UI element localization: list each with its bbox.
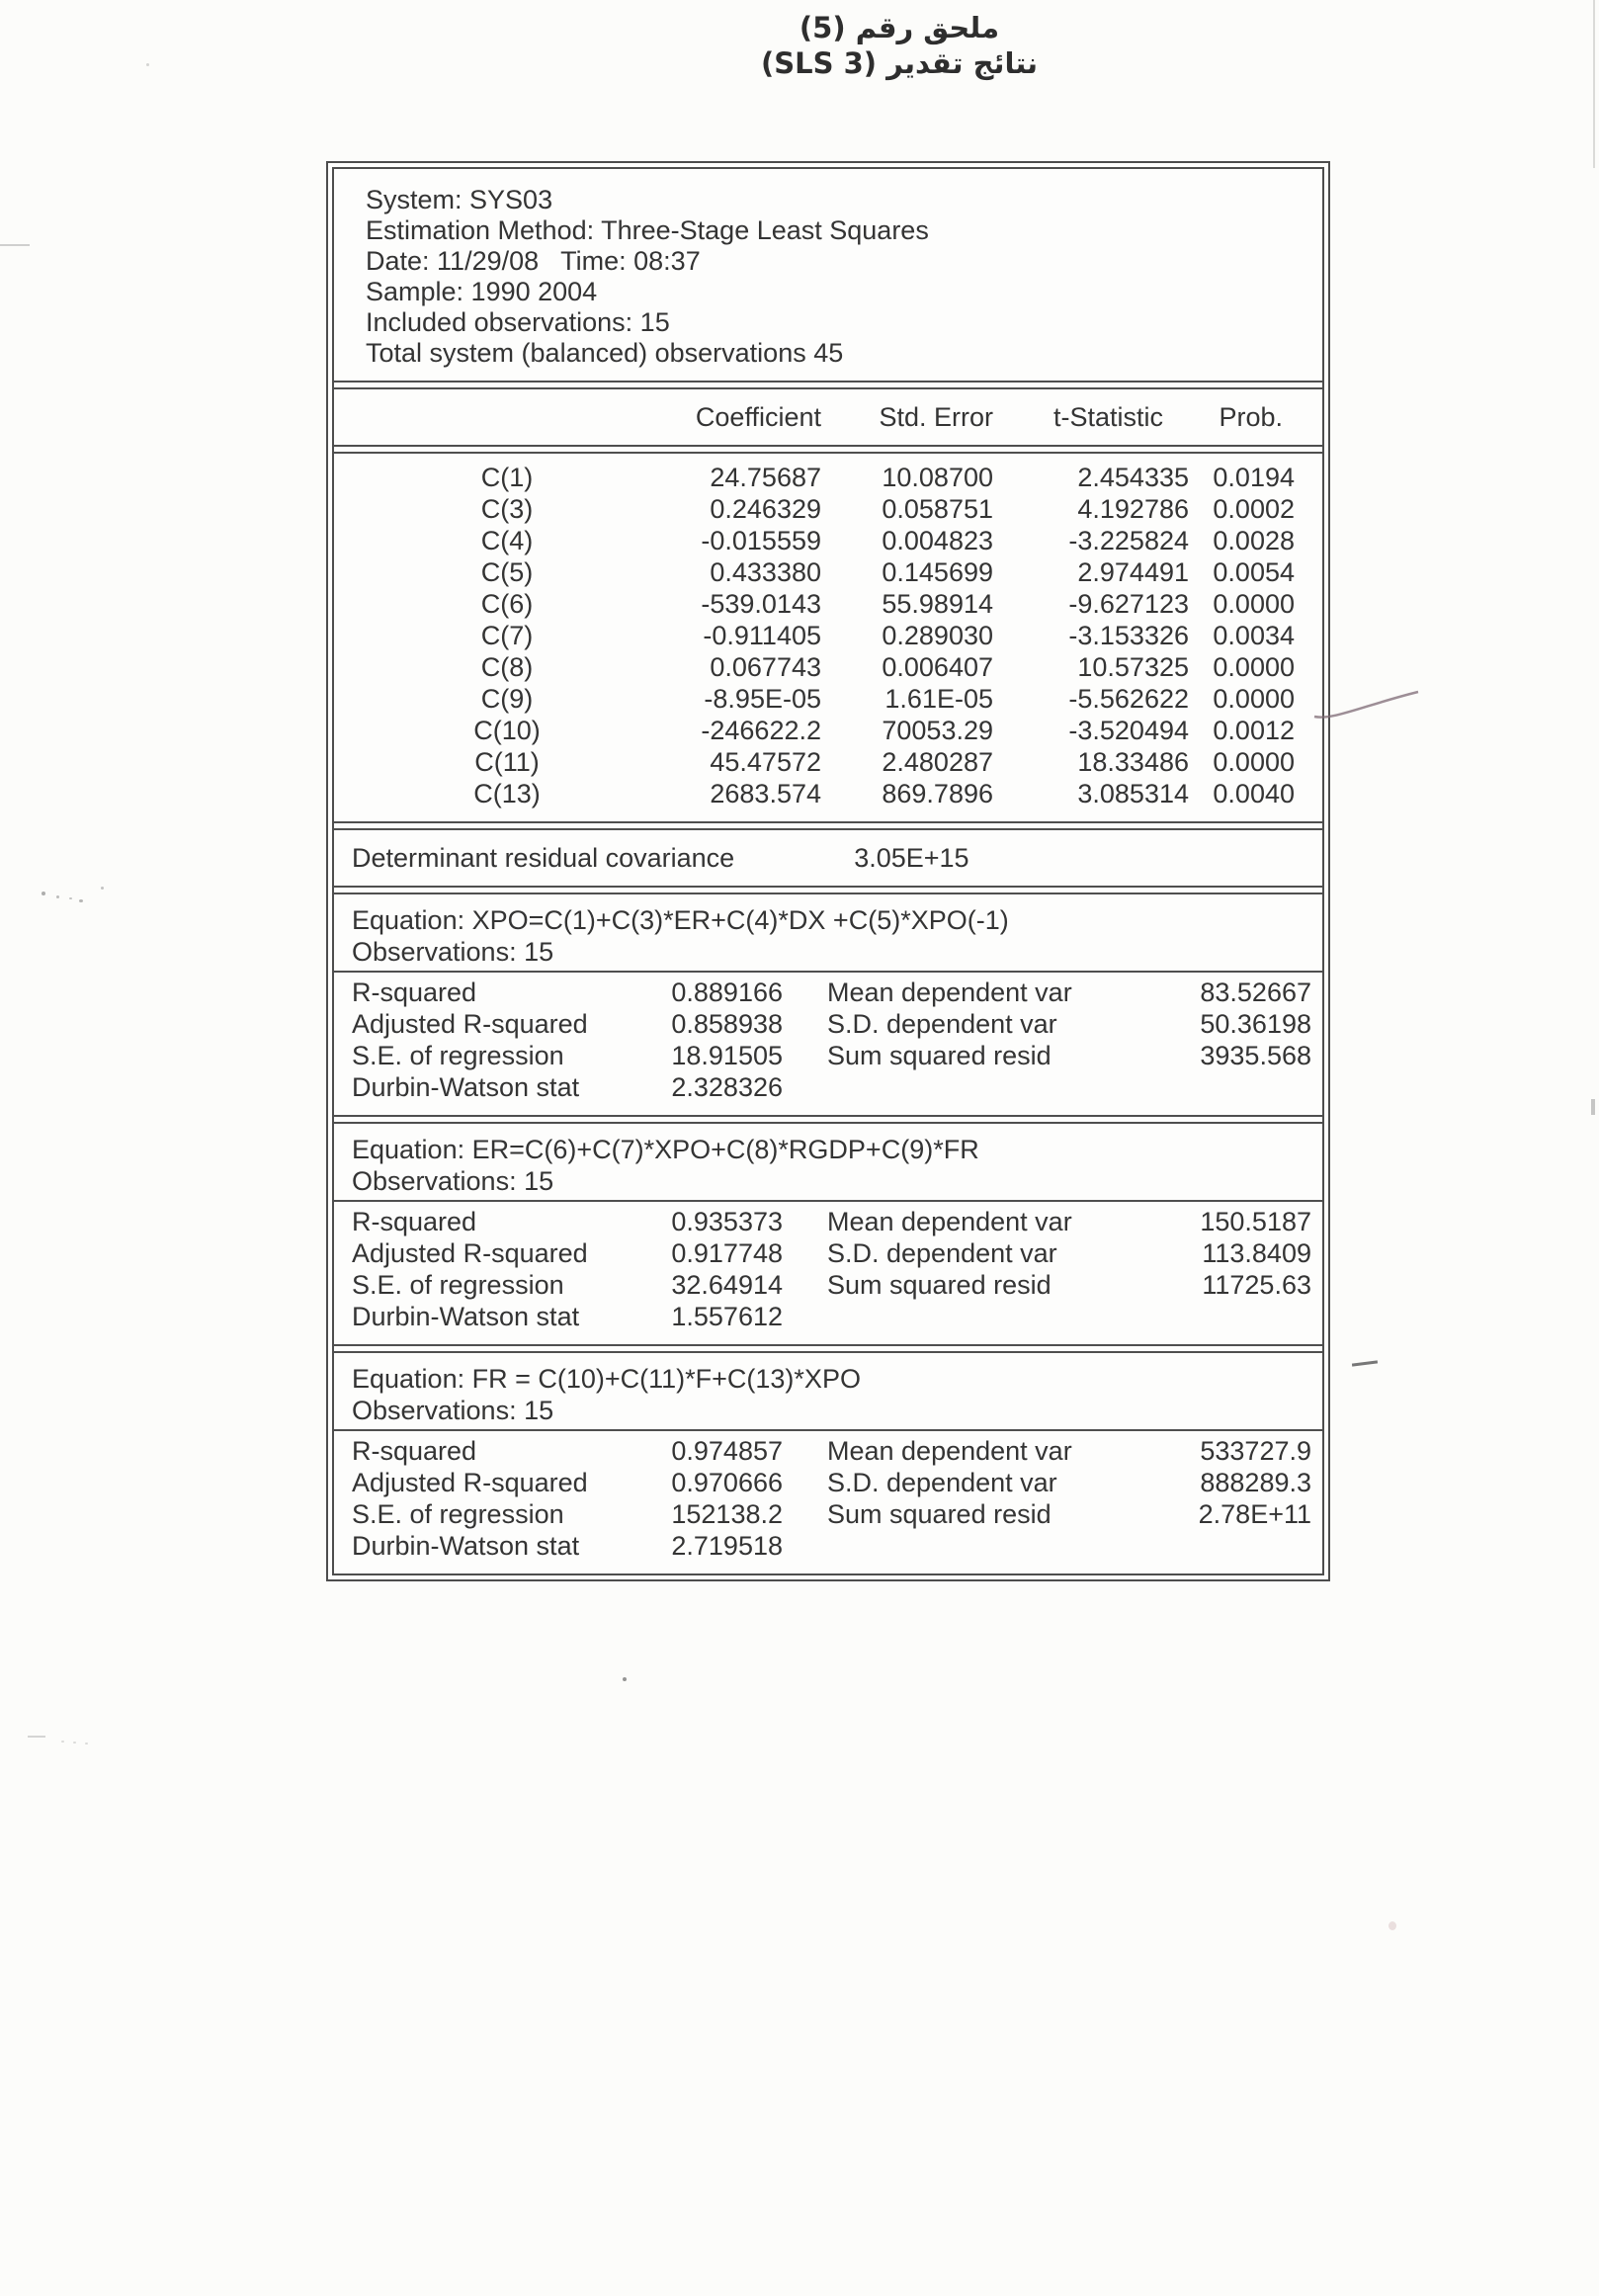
stat-value-right: 150.5187 bbox=[1200, 1207, 1311, 1236]
title-line-results: نتائج تقدير (3 SLS) bbox=[760, 46, 1039, 80]
stat-value-right: 533727.9 bbox=[1200, 1436, 1311, 1466]
prob-value: 0.0000 bbox=[1213, 589, 1295, 619]
std-error-value: 869.7896 bbox=[882, 779, 993, 808]
coefficient-name: C(9) bbox=[480, 684, 534, 714]
stat-gap bbox=[783, 1435, 827, 1467]
t-statistic-value: -3.225824 bbox=[1068, 526, 1189, 555]
stat-value-left: 0.970666 bbox=[671, 1468, 783, 1497]
stat-gap bbox=[783, 1008, 827, 1040]
equation-observations: Observations: 15 bbox=[352, 1396, 554, 1425]
coefficient-row bbox=[334, 462, 1322, 493]
coefficient-value: -539.0143 bbox=[701, 589, 821, 619]
stat-gap bbox=[783, 1237, 827, 1269]
prob-value: 0.0000 bbox=[1213, 684, 1295, 714]
stat-row bbox=[334, 1008, 1322, 1040]
stat-value-right bbox=[1153, 1301, 1311, 1332]
coefficient-row bbox=[334, 778, 1322, 809]
prob-value: 0.0034 bbox=[1213, 621, 1295, 650]
std-error-value: 0.145699 bbox=[882, 557, 993, 587]
stat-value-right: 11725.63 bbox=[1202, 1270, 1311, 1300]
coefficient-name: C(7) bbox=[480, 621, 534, 650]
stat-value-right bbox=[1153, 1071, 1311, 1103]
std-error-value: 2.480287 bbox=[882, 747, 993, 777]
stat-value-left: 0.974857 bbox=[671, 1436, 783, 1466]
prob-value: 0.0002 bbox=[1213, 494, 1295, 524]
ink-speck bbox=[85, 1743, 88, 1744]
t-statistic-value: -9.627123 bbox=[1068, 589, 1189, 619]
stat-value-left: 0.889166 bbox=[671, 978, 783, 1007]
stat-label-left: Adjusted R-squared bbox=[352, 1009, 588, 1039]
divider bbox=[334, 381, 1322, 389]
coefficient-value: 24.75687 bbox=[710, 463, 821, 492]
prob-value: 0.0000 bbox=[1213, 747, 1295, 777]
stat-row bbox=[334, 1237, 1322, 1269]
coefficient-row bbox=[334, 493, 1322, 525]
stat-value-left: 0.935373 bbox=[671, 1207, 783, 1236]
stat-label-right: Sum squared resid bbox=[827, 1499, 1052, 1529]
coefficient-name: C(8) bbox=[480, 652, 534, 682]
stat-value-left: 1.557612 bbox=[671, 1302, 783, 1331]
stat-label-right bbox=[827, 1071, 1153, 1103]
stat-label-right bbox=[827, 1301, 1153, 1332]
t-statistic-value: 3.085314 bbox=[1077, 779, 1189, 808]
prob-value: 0.0040 bbox=[1213, 779, 1295, 808]
coefficient-name: C(10) bbox=[473, 716, 541, 745]
stat-value-right: 50.36198 bbox=[1200, 1009, 1311, 1039]
header-line: System: SYS03 bbox=[366, 185, 553, 214]
ink-speck bbox=[61, 1741, 64, 1743]
coefficient-value: 45.47572 bbox=[710, 747, 821, 777]
coefficient-value: -8.95E-05 bbox=[704, 684, 821, 714]
t-statistic-value: 18.33486 bbox=[1077, 747, 1189, 777]
stat-label-right: Mean dependent var bbox=[827, 978, 1072, 1007]
coefficient-row bbox=[334, 683, 1322, 715]
divider bbox=[334, 821, 1322, 830]
coefficient-name: C(3) bbox=[480, 494, 534, 524]
stat-gap bbox=[783, 1530, 827, 1562]
title-line-appendix: ملحق رقم (5) bbox=[799, 11, 1000, 44]
ink-speck bbox=[623, 1677, 627, 1681]
estimation-results-table bbox=[326, 161, 1330, 1581]
header-line: Estimation Method: Three-Stage Least Squares bbox=[366, 215, 929, 245]
coefficient-row bbox=[334, 525, 1322, 556]
column-header-std-error: Std. Error bbox=[879, 401, 993, 432]
coefficient-name: C(11) bbox=[474, 747, 540, 777]
stat-label-right: Sum squared resid bbox=[827, 1041, 1052, 1070]
stat-value-right bbox=[1153, 1530, 1311, 1562]
stat-value-right: 113.8409 bbox=[1202, 1238, 1311, 1268]
stat-label-left: Adjusted R-squared bbox=[352, 1468, 588, 1497]
std-error-value: 0.004823 bbox=[882, 526, 993, 555]
column-header-coefficient: Coefficient bbox=[695, 401, 821, 432]
stat-value-left: 0.858938 bbox=[671, 1009, 783, 1039]
t-statistic-value: 2.974491 bbox=[1077, 557, 1189, 587]
stat-row bbox=[334, 1301, 1322, 1332]
equation-block bbox=[334, 1124, 1322, 1344]
determinant-row bbox=[334, 830, 1322, 886]
column-header-t-statistic: t-Statistic bbox=[1052, 401, 1163, 432]
stat-row bbox=[334, 1040, 1322, 1071]
coefficient-row bbox=[334, 588, 1322, 620]
stat-value-right: 2.78E+11 bbox=[1198, 1499, 1311, 1529]
stat-gap bbox=[783, 1040, 827, 1071]
coefficient-rows bbox=[334, 454, 1322, 821]
equation-stats bbox=[334, 1202, 1322, 1332]
coefficient-value: 0.067743 bbox=[710, 652, 821, 682]
stat-row bbox=[334, 1269, 1322, 1301]
stat-label-right: Mean dependent var bbox=[827, 1207, 1072, 1236]
equation-block bbox=[334, 1353, 1322, 1573]
coefficient-value: -0.911405 bbox=[703, 621, 821, 650]
coefficient-value: 2683.574 bbox=[710, 779, 821, 808]
ink-speck bbox=[79, 899, 83, 902]
ink-speck bbox=[146, 63, 149, 66]
ink-speck bbox=[56, 895, 59, 898]
stat-label-left: Durbin-Watson stat bbox=[352, 1531, 580, 1561]
equation-observations: Observations: 15 bbox=[352, 937, 554, 967]
margin-dash bbox=[28, 1736, 45, 1738]
coefficient-name: C(4) bbox=[480, 526, 534, 555]
ink-speck bbox=[69, 897, 72, 899]
prob-value: 0.0000 bbox=[1213, 652, 1295, 682]
stat-label-left: R-squared bbox=[352, 1207, 477, 1236]
stat-label-left: S.E. of regression bbox=[352, 1041, 564, 1070]
equation-observations: Observations: 15 bbox=[352, 1166, 554, 1196]
coefficient-value: -0.015559 bbox=[701, 526, 821, 555]
table-inner-border bbox=[332, 167, 1324, 1575]
header-line: Total system (balanced) observations 45 bbox=[366, 338, 844, 368]
stat-label-left: Durbin-Watson stat bbox=[352, 1072, 580, 1102]
t-statistic-value: -3.520494 bbox=[1068, 716, 1189, 745]
stat-gap bbox=[783, 1467, 827, 1498]
prob-value: 0.0028 bbox=[1213, 526, 1295, 555]
stat-value-left: 2.328326 bbox=[671, 1072, 783, 1102]
t-statistic-value: 10.57325 bbox=[1077, 652, 1189, 682]
coefficient-name: C(13) bbox=[473, 779, 541, 808]
stat-value-left: 32.64914 bbox=[671, 1270, 783, 1300]
stat-gap bbox=[783, 977, 827, 1008]
stat-label-right: Sum squared resid bbox=[827, 1270, 1052, 1300]
header-line: Included observations: 15 bbox=[366, 307, 670, 337]
header-line: Sample: 1990 2004 bbox=[366, 277, 598, 306]
column-header-row bbox=[334, 389, 1322, 445]
t-statistic-value: 4.192786 bbox=[1077, 494, 1189, 524]
coefficient-row bbox=[334, 620, 1322, 651]
coefficient-name: C(6) bbox=[480, 589, 534, 619]
scan-smudge bbox=[1389, 1921, 1396, 1930]
coefficient-row bbox=[334, 746, 1322, 778]
stat-row bbox=[334, 977, 1322, 1008]
stat-gap bbox=[783, 1071, 827, 1103]
stat-label-left: R-squared bbox=[352, 1436, 477, 1466]
divider bbox=[334, 1115, 1322, 1124]
stat-label-left: S.E. of regression bbox=[352, 1499, 564, 1529]
stat-gap bbox=[783, 1498, 827, 1530]
coefficient-name: C(1) bbox=[480, 463, 534, 492]
coefficient-value: 0.433380 bbox=[710, 557, 821, 587]
stat-value-left: 18.91505 bbox=[671, 1041, 783, 1070]
equation-block bbox=[334, 894, 1322, 1115]
std-error-value: 55.98914 bbox=[882, 589, 993, 619]
stat-value-right: 888289.3 bbox=[1200, 1468, 1311, 1497]
stat-row bbox=[334, 1071, 1322, 1103]
std-error-value: 0.058751 bbox=[882, 494, 993, 524]
estimation-header-block bbox=[334, 169, 1322, 381]
stat-label-left: R-squared bbox=[352, 978, 477, 1007]
equation-blocks bbox=[334, 894, 1322, 1573]
std-error-value: 0.289030 bbox=[882, 621, 993, 650]
coefficient-row bbox=[334, 715, 1322, 746]
equation-stats bbox=[334, 973, 1322, 1103]
prob-value: 0.0194 bbox=[1213, 463, 1295, 492]
ink-speck bbox=[73, 1742, 76, 1743]
determinant-value: 3.05E+15 bbox=[854, 842, 969, 873]
divider bbox=[334, 1344, 1322, 1353]
stat-label-left: S.E. of regression bbox=[352, 1270, 564, 1300]
scan-edge-line bbox=[1593, 0, 1595, 168]
header-line: Date: 11/29/08 Time: 08:37 bbox=[366, 246, 701, 276]
stat-label-left: Adjusted R-squared bbox=[352, 1238, 588, 1268]
equation-formula: Equation: ER=C(6)+C(7)*XPO+C(8)*RGDP+C(9)*FR bbox=[352, 1135, 979, 1164]
stat-label-right: Mean dependent var bbox=[827, 1436, 1072, 1466]
std-error-value: 1.61E-05 bbox=[884, 684, 993, 714]
equation-stats bbox=[334, 1431, 1322, 1562]
stat-row bbox=[334, 1498, 1322, 1530]
stat-label-right bbox=[827, 1530, 1153, 1562]
stat-value-left: 0.917748 bbox=[671, 1238, 783, 1268]
equation-formula: Equation: XPO=C(1)+C(3)*ER+C(4)*DX +C(5)*XPO(-1) bbox=[352, 905, 1009, 935]
std-error-value: 0.006407 bbox=[882, 652, 993, 682]
stat-value-left: 2.719518 bbox=[671, 1531, 783, 1561]
column-header-prob: Prob. bbox=[1219, 401, 1283, 432]
prob-value: 0.0054 bbox=[1213, 557, 1295, 587]
equation-formula: Equation: FR = C(10)+C(11)*F+C(13)*XPO bbox=[352, 1364, 861, 1394]
t-statistic-value: -3.153326 bbox=[1068, 621, 1189, 650]
stat-value-right: 83.52667 bbox=[1200, 978, 1311, 1007]
std-error-value: 10.08700 bbox=[882, 463, 993, 492]
stat-label-left: Durbin-Watson stat bbox=[352, 1302, 580, 1331]
stat-gap bbox=[783, 1269, 827, 1301]
stat-label-right: S.D. dependent var bbox=[827, 1468, 1057, 1497]
stat-value-left: 152138.2 bbox=[671, 1499, 783, 1529]
stat-row bbox=[334, 1530, 1322, 1562]
coefficient-value: 0.246329 bbox=[710, 494, 821, 524]
pen-dash-mark bbox=[1352, 1360, 1378, 1366]
stat-row bbox=[334, 1206, 1322, 1237]
coefficient-value: -246622.2 bbox=[701, 716, 821, 745]
divider bbox=[334, 445, 1322, 454]
ink-speck bbox=[42, 892, 45, 895]
divider bbox=[334, 886, 1322, 894]
margin-dash bbox=[0, 244, 30, 246]
stat-label-right: S.D. dependent var bbox=[827, 1009, 1057, 1039]
stat-label-right: S.D. dependent var bbox=[827, 1238, 1057, 1268]
t-statistic-value: -5.562622 bbox=[1068, 684, 1189, 714]
stat-gap bbox=[783, 1301, 827, 1332]
std-error-value: 70053.29 bbox=[882, 716, 993, 745]
coefficient-row bbox=[334, 556, 1322, 588]
document-title bbox=[632, 10, 1166, 81]
coefficient-row bbox=[334, 651, 1322, 683]
prob-value: 0.0012 bbox=[1213, 716, 1295, 745]
stat-row bbox=[334, 1467, 1322, 1498]
coefficient-name: C(5) bbox=[480, 557, 534, 587]
determinant-label: Determinant residual covariance bbox=[352, 842, 735, 873]
stat-row bbox=[334, 1435, 1322, 1467]
scan-edge-smudge bbox=[1591, 1099, 1595, 1115]
ink-speck bbox=[101, 887, 104, 890]
t-statistic-value: 2.454335 bbox=[1077, 463, 1189, 492]
stat-gap bbox=[783, 1206, 827, 1237]
stat-value-right: 3935.568 bbox=[1200, 1041, 1311, 1070]
